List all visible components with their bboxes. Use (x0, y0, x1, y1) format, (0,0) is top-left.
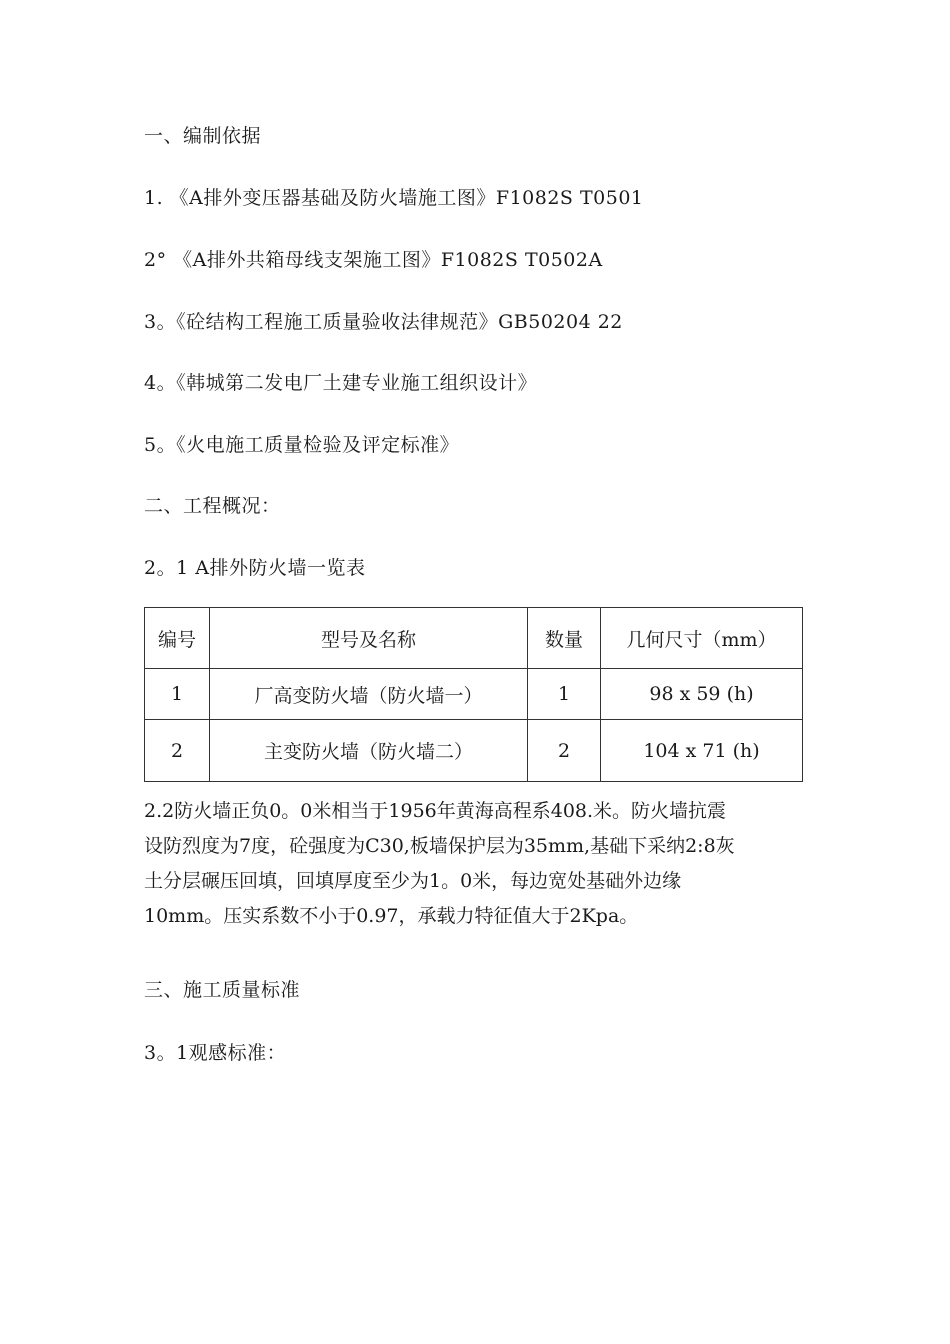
table-cell: 98 x 59 (h) (601, 669, 803, 720)
firewall-spec-paragraph (144, 794, 804, 934)
reference-item-1: 1. 《A排外变压器基础及防火墙施工图》F1082S T0501 (144, 187, 644, 209)
table-row (145, 669, 803, 720)
reference-item-2: 2° 《A排外共箱母线支架施工图》F1082S T0502A (144, 249, 603, 271)
paragraph-line: 10mm。压实系数不小于0.97，承载力特征值大于2Kpa。 (144, 905, 639, 927)
table-header-row (145, 608, 803, 669)
table-header-quantity: 数量 (528, 608, 601, 669)
paragraph-line: 2.2防火墙正负0。0米相当于1956年黄海高程系408.米。防火墙抗震 (144, 800, 727, 822)
subheading-firewall-list: 2。1 A排外防火墙一览表 (144, 557, 366, 579)
table-header-dimensions: 几何尺寸（mm） (601, 608, 803, 669)
subheading-visual-standards: 3。1观感标准： (144, 1042, 287, 1064)
reference-item-5: 5。《火电施工质量检验及评定标准》 (144, 434, 460, 456)
table-cell: 主变防火墙（防火墙二） (210, 720, 528, 782)
table-cell: 2 (145, 720, 210, 782)
section-heading-quality-standards: 三、施工质量标准 (144, 979, 301, 1001)
paragraph-line: 土分层碾压回填，回填厚度至少为1。0米，每边宽处基础外边缘 (144, 870, 682, 892)
table-cell: 2 (528, 720, 601, 782)
table-cell: 1 (528, 669, 601, 720)
section-heading-project-overview: 二、工程概况： (144, 495, 281, 517)
paragraph-line: 设防烈度为7度，砼强度为C30,板墙保护层为35mm,基础下采纳2:8灰 (144, 835, 735, 857)
table-cell: 104 x 71 (h) (601, 720, 803, 782)
firewall-table (144, 607, 803, 782)
table-header-number: 编号 (145, 608, 210, 669)
table-cell: 1 (145, 669, 210, 720)
reference-item-3: 3。《砼结构工程施工质量验收法律规范》GB50204 22 (144, 311, 623, 333)
reference-item-4: 4。《韩城第二发电厂土建专业施工组织设计》 (144, 372, 538, 394)
section-heading-compilation-basis: 一、编制依据 (144, 125, 262, 147)
table-header-model-name: 型号及名称 (210, 608, 528, 669)
table-cell: 厂高变防火墙（防火墙一） (210, 669, 528, 720)
table-row (145, 720, 803, 782)
